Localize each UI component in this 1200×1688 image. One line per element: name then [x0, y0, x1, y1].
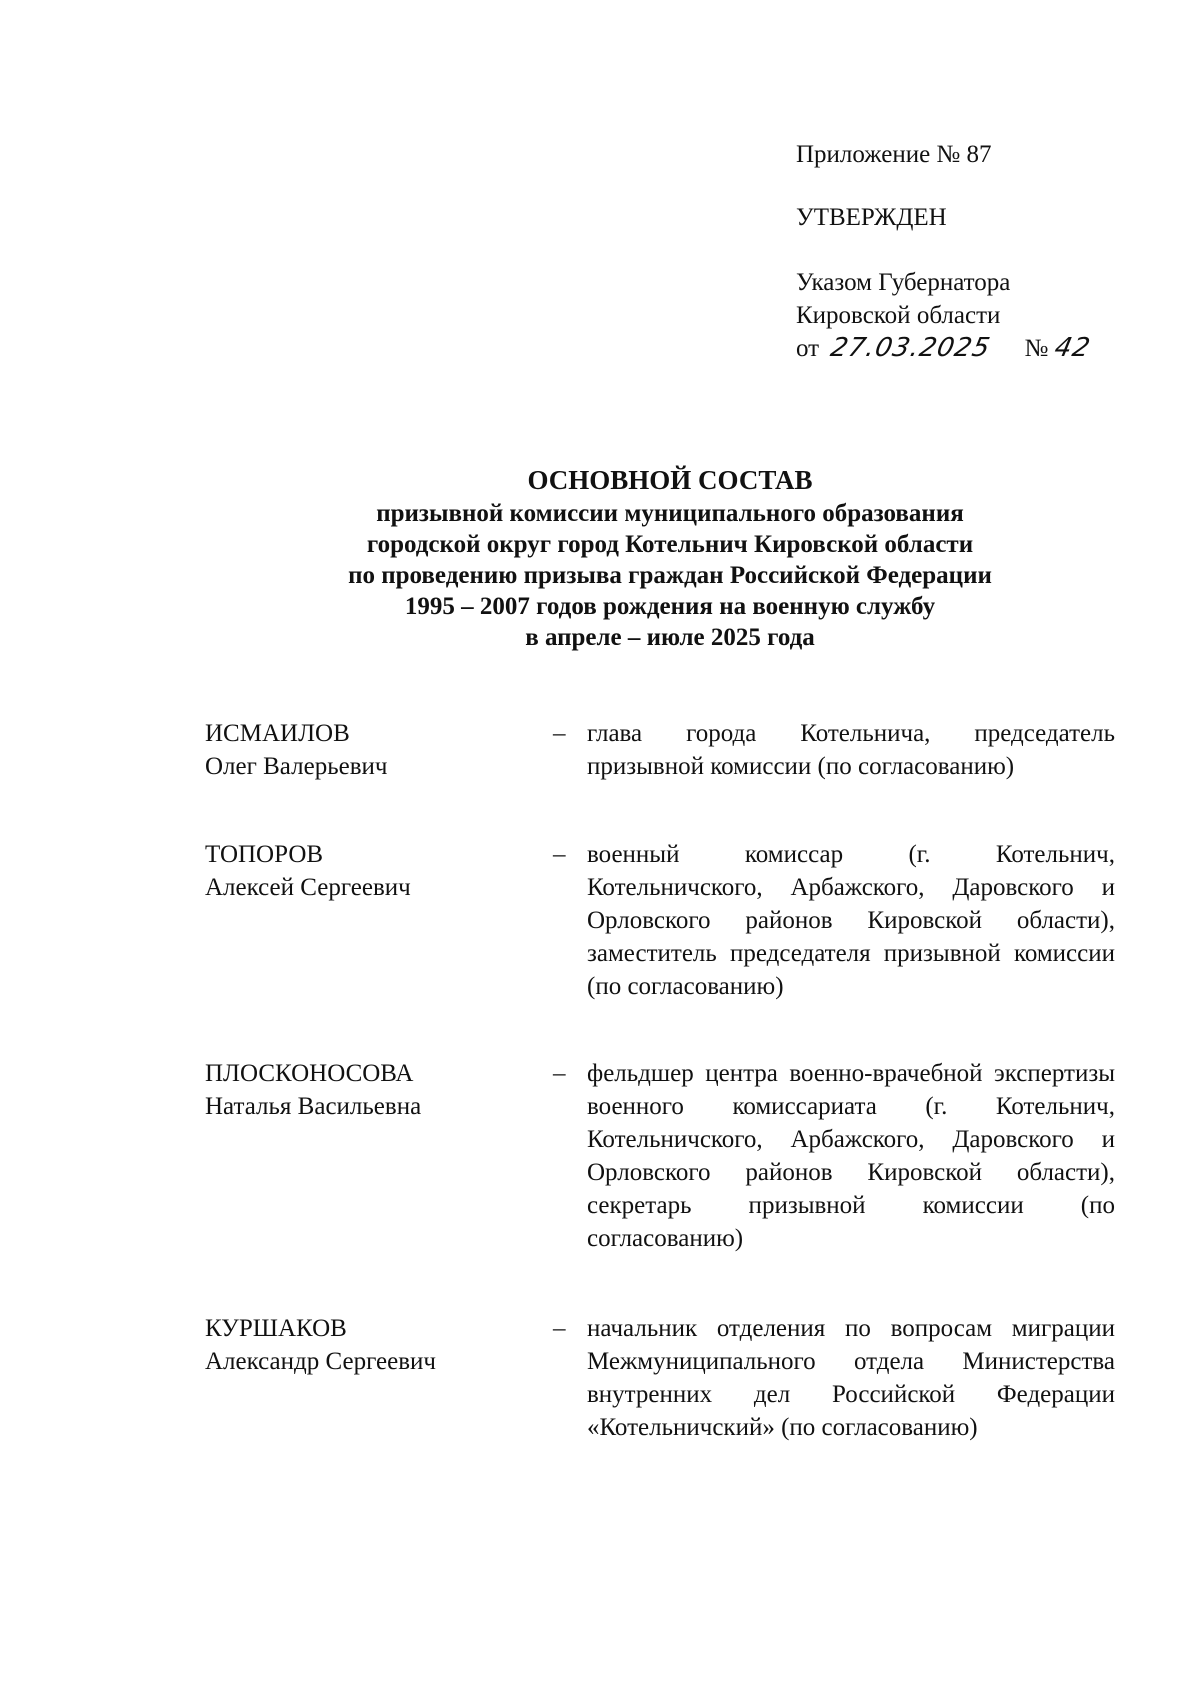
member-role: глава города Котельнича, председатель призывной комиссии (по согласованию)	[587, 720, 1115, 780]
member-given-names: Олег Валерьевич	[205, 753, 388, 780]
member-dash: –	[553, 720, 566, 747]
decree-date-line	[796, 332, 1093, 365]
member-entry	[205, 717, 1115, 783]
member-name	[205, 717, 553, 783]
number-sign: №	[1024, 335, 1049, 362]
decree-line-1: Указом Губернатора	[796, 269, 1011, 296]
title-line: в апреле – июле 2025 года	[525, 624, 815, 651]
member-dash: –	[553, 841, 566, 868]
member-surname: ИСМАИЛОВ	[205, 720, 350, 747]
document-title	[120, 462, 1200, 653]
member-entry	[205, 1312, 1115, 1444]
approval-block	[796, 138, 1093, 365]
decree-line-2: Кировской области	[796, 302, 1001, 329]
member-entry	[205, 838, 1115, 1003]
title-line: городской округ город Котельнич Кировской области	[366, 531, 974, 558]
member-given-names: Александр Сергеевич	[205, 1348, 436, 1375]
title-line: призывной комиссии муниципального образования	[376, 500, 964, 527]
member-name	[205, 1057, 553, 1255]
title-line: 1995 – 2007 годов рождения на военную службу	[404, 593, 936, 620]
approved-label: УТВЕРЖДЕН	[796, 204, 947, 231]
member-given-names: Алексей Сергеевич	[205, 874, 411, 901]
members-list	[205, 717, 1115, 1444]
member-role: военный комиссар (г. Котельнич, Котельничского, Арбажского, Даровского и Орловского районов Кировской области), заместитель председателя призывной комиссии (по согласованию)	[587, 841, 1115, 1000]
member-dash: –	[553, 1315, 566, 1342]
title-line: по проведению призыва граждан Российской Федерации	[348, 562, 992, 589]
member-surname: ПЛОСКОНОСОВА	[205, 1060, 414, 1087]
member-entry	[205, 1057, 1115, 1255]
handwritten-date: 27.03.2025	[828, 333, 994, 363]
appendix-label: Приложение № 87	[796, 141, 992, 168]
member-surname: ТОПОРОВ	[205, 841, 324, 868]
member-name	[205, 1312, 553, 1444]
title-main: ОСНОВНОЙ СОСТАВ	[527, 465, 813, 495]
member-dash: –	[553, 1060, 566, 1087]
member-name	[205, 838, 553, 1003]
member-given-names: Наталья Васильевна	[205, 1093, 422, 1120]
handwritten-number: 42	[1051, 333, 1093, 363]
member-surname: КУРШАКОВ	[205, 1315, 347, 1342]
member-role: фельдшер центра военно-врачебной экспертизы военного комиссариата (г. Котельнич, Котельничского, Арбажского, Даровского и Орловского районов Кировской области), секретарь призывной комиссии (по согласованию)	[587, 1060, 1115, 1252]
member-role: начальник отделения по вопросам миграции Межмуниципального отдела Министерства внутренних дел Российской Федерации «Котельничский» (по согласованию)	[587, 1315, 1115, 1441]
date-prefix: от	[796, 335, 820, 362]
